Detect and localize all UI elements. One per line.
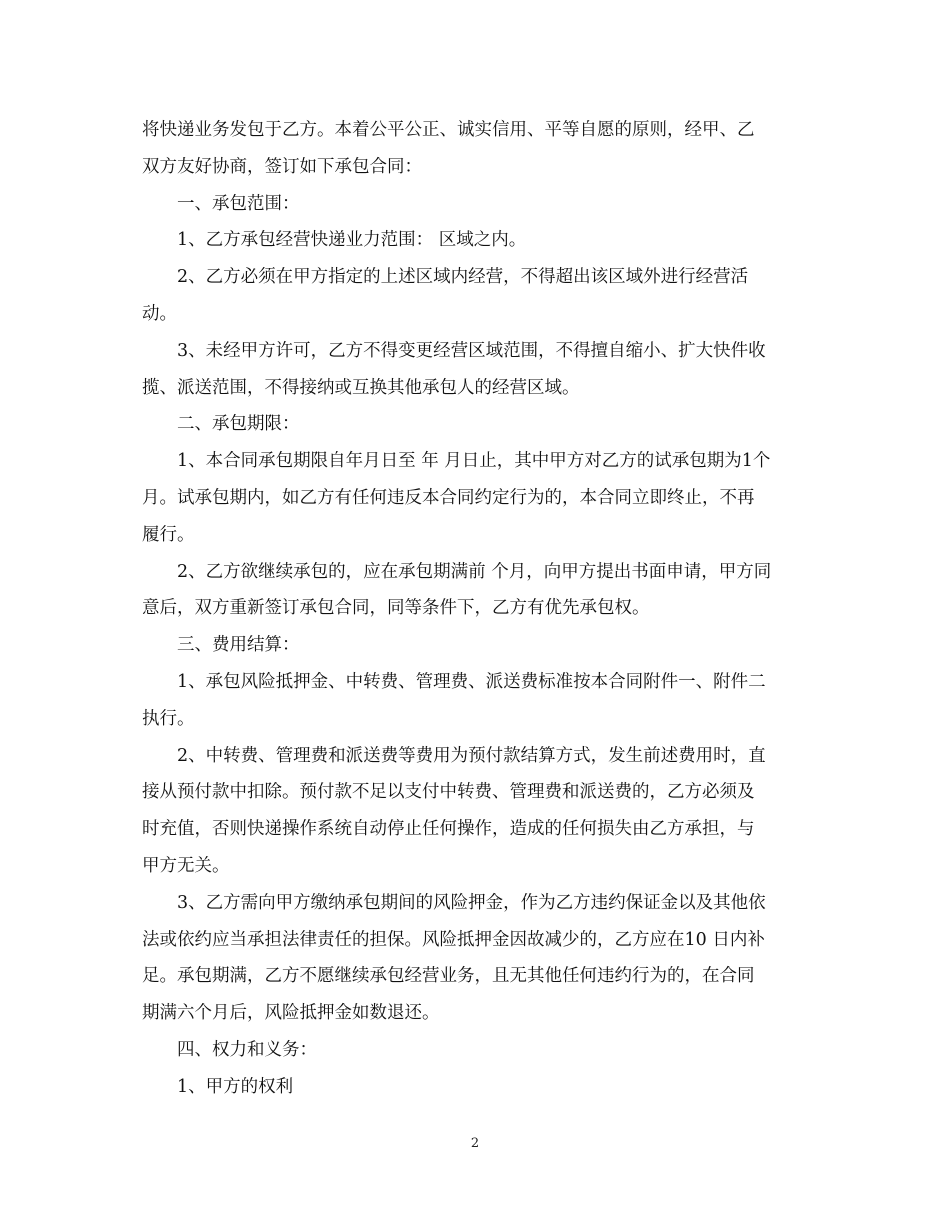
section-heading: 一、承包范围： xyxy=(177,193,300,214)
text-line: 期满六个月后，风险抵押金如数退还。 xyxy=(142,1003,440,1024)
text-line: 甲方无关。 xyxy=(142,855,230,876)
section-heading: 三、费用结算： xyxy=(177,635,300,656)
text-line: 履行。 xyxy=(142,524,195,545)
text-line: 1、本合同承包期限自年月日至 年 月日止，其中甲方对乙方的试承包期为1个 xyxy=(177,451,771,472)
text-line: 2、乙方欲继续承包的，应在承包期满前 个月，向甲方提出书面申请，甲方同 xyxy=(177,561,772,582)
text-line: 1、承包风险抵押金、中转费、管理费、派送费标准按本合同附件一、附件二 xyxy=(177,671,766,692)
text-line: 足。承包期满，乙方不愿继续承包经营业务，且无其他任何违约行为的，在合同 xyxy=(142,966,755,987)
text-line: 接从预付款中扣除。预付款不足以支付中转费、管理费和派送费的，乙方必须及 xyxy=(142,782,755,803)
text-line: 揽、派送范围，不得接纳或互换其他承包人的经营区域。 xyxy=(142,377,580,398)
text-line: 月。试承包期内，如乙方有任何违反本合同约定行为的，本合同立即终止，不再 xyxy=(142,487,755,508)
text-line: 2、乙方必须在甲方指定的上述区域内经营，不得超出该区域外进行经营活 xyxy=(177,267,749,288)
text-line: 2、中转费、管理费和派送费等费用为预付款结算方式，发生前述费用时，直 xyxy=(177,745,766,766)
text-line: 执行。 xyxy=(142,708,195,729)
text-line: 时充值，否则快递操作系统自动停止任何操作，造成的任何损失由乙方承担，与 xyxy=(142,819,755,840)
text-line: 1、甲方的权利 xyxy=(177,1076,294,1097)
section-heading: 四、权力和义务： xyxy=(177,1039,317,1060)
text-line: 意后，双方重新签订承包合同，同等条件下，乙方有优先承包权。 xyxy=(142,598,650,619)
section-heading: 二、承包期限： xyxy=(177,414,300,435)
text-line: 3、未经甲方许可，乙方不得变更经营区域范围，不得擅自缩小、扩大快件收 xyxy=(177,340,766,361)
document-body xyxy=(142,112,812,1106)
text-line: 1、乙方承包经营快递业力范围： 区域之内。 xyxy=(177,230,527,251)
text-line: 动。 xyxy=(142,303,177,324)
text-line: 将快递业务发包于乙方。本着公平公正、诚实信用、平等自愿的原则，经甲、乙 xyxy=(142,120,755,140)
text-line: 法或依约应当承担法律责任的担保。风险抵押金因故减少的，乙方应在10 日内补 xyxy=(142,929,765,950)
page-number: 2 xyxy=(470,1136,480,1151)
text-line: 3、乙方需向甲方缴纳承包期间的风险押金，作为乙方违约保证金以及其他依 xyxy=(177,892,766,913)
text-line: 双方友好协商，签订如下承包合同： xyxy=(142,156,422,177)
